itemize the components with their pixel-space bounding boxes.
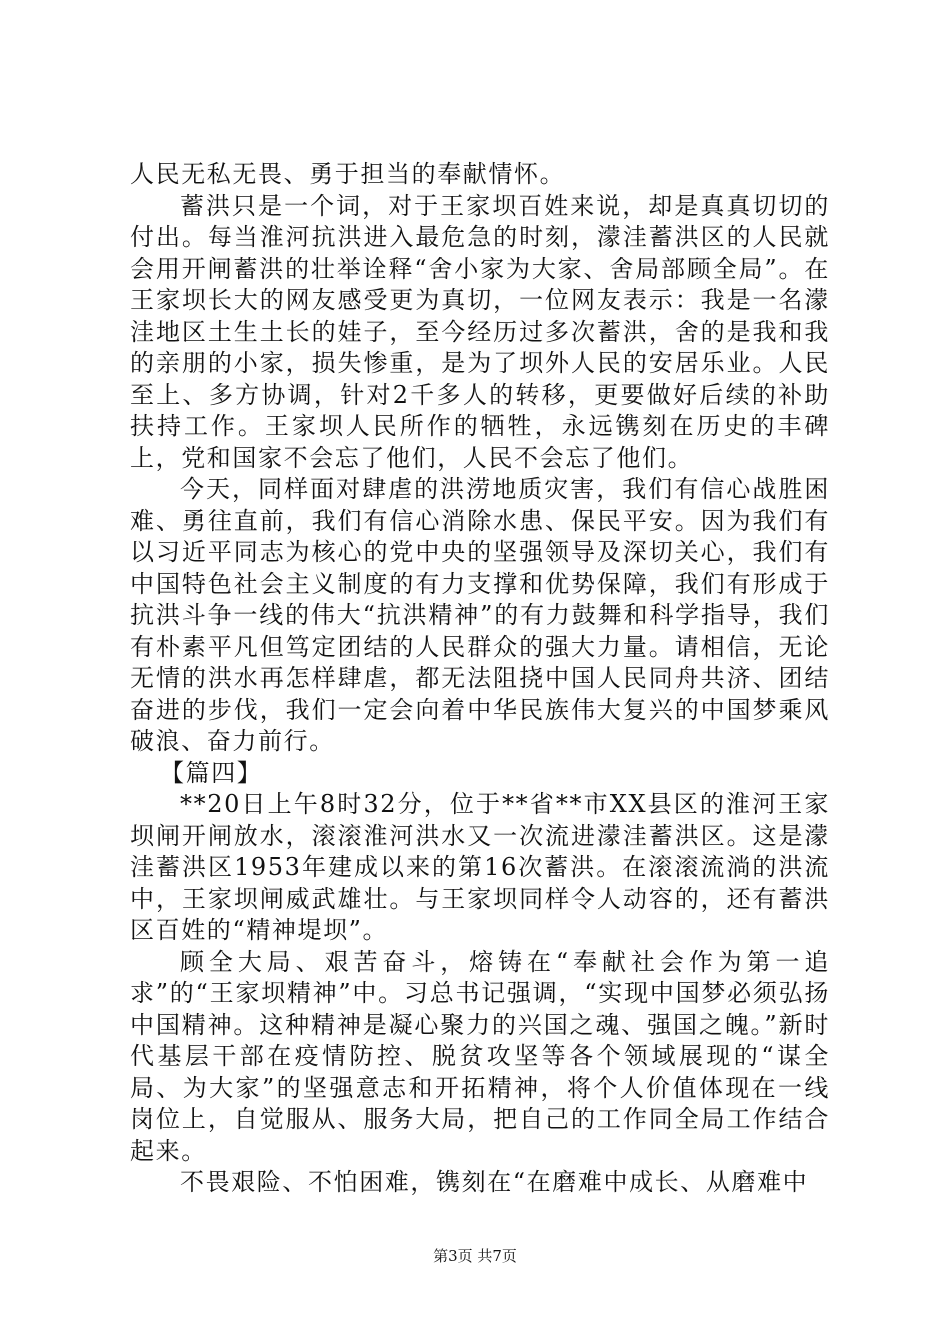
paragraph-flood-storage: 蓄洪只是一个词，对于王家坝百姓来说，却是真真切切的付出。每当淮河抗洪进入最危急的时刻，濛洼蓄洪区的人民就会用开闸蓄洪的壮举诠释“舍小家为大家、舍局部顾全局”。在王家坝长大的网友感受更为真切，一位网友表示：我是一名濛洼地区土生土长的娃子，至今经历过多次蓄洪，舍的是我和我的亲朋的小家，损失惨重，是为了坝外人民的安居乐业。人民至上、多方协调，针对2千多人的转移，更要做好后续的补助扶持工作。王家坝人民所作的牺牲，永远镌刻在历史的丰碑上，党和国家不会忘了他们，人民不会忘了他们。 [130, 191, 830, 472]
page-number-footer: 第3页 共7页 [433, 1247, 517, 1265]
section-heading: 【篇四】 [160, 758, 263, 787]
paragraph-confidence: 今天，同样面对肆虐的洪涝地质灾害，我们有信心战胜困难、勇往直前，我们有信心消除水患、保民平安。因为我们有以习近平同志为核心的党中央的坚强领导及深切关心，我们有中国特色社会主义制度的有力支撑和优势保障，我们有形成于抗洪斗争一线的伟大“抗洪精神”的有力鼓舞和科学指导，我们有朴素平凡但笃定团结的人民群众的强大力量。请相信，无论无情的洪水再怎样肆虐，都无法阻挠中国人民同舟共济、团结奋进的步伐，我们一定会向着中华民族伟大复兴的中国梦乘风破浪、奋力前行。 [130, 475, 830, 755]
paragraph-spirit: 顾全大局、艰苦奋斗，熔铸在“奉献社会作为第一追求”的“王家坝精神”中。习总书记强调，“实现中国梦必须弘扬中国精神。这种精神是凝心聚力的兴国之魂、强国之魄。”新时代基层干部在疫情防控、脱贫攻坚等各个领域展现的“谋全局、为大家”的坚强意志和开拓精神，将个人价值体现在一线岗位上，自觉服从、服务大局，把自己的工作同全局工作结合起来。 [130, 947, 830, 1165]
paragraph-gate-opening: **20日上午8时32分，位于**省**市XX县区的淮河王家坝闸开闸放水，滚滚淮河洪水又一次流进濛洼蓄洪区。这是濛洼蓄洪区1953年建成以来的第16次蓄洪。在滚滚流淌的洪流中，王家坝闸威武雄壮。与王家坝同样令人动容的，还有蓄洪区百姓的“精神堤坝”。 [130, 790, 830, 944]
document-body [130, 159, 830, 1199]
paragraph-hardship: 不畏艰险、不怕困难，镌刻在“在磨难中成长、从磨难中 [180, 1168, 809, 1196]
paragraph-continuation: 人民无私无畏、勇于担当的奉献情怀。 [130, 160, 566, 188]
